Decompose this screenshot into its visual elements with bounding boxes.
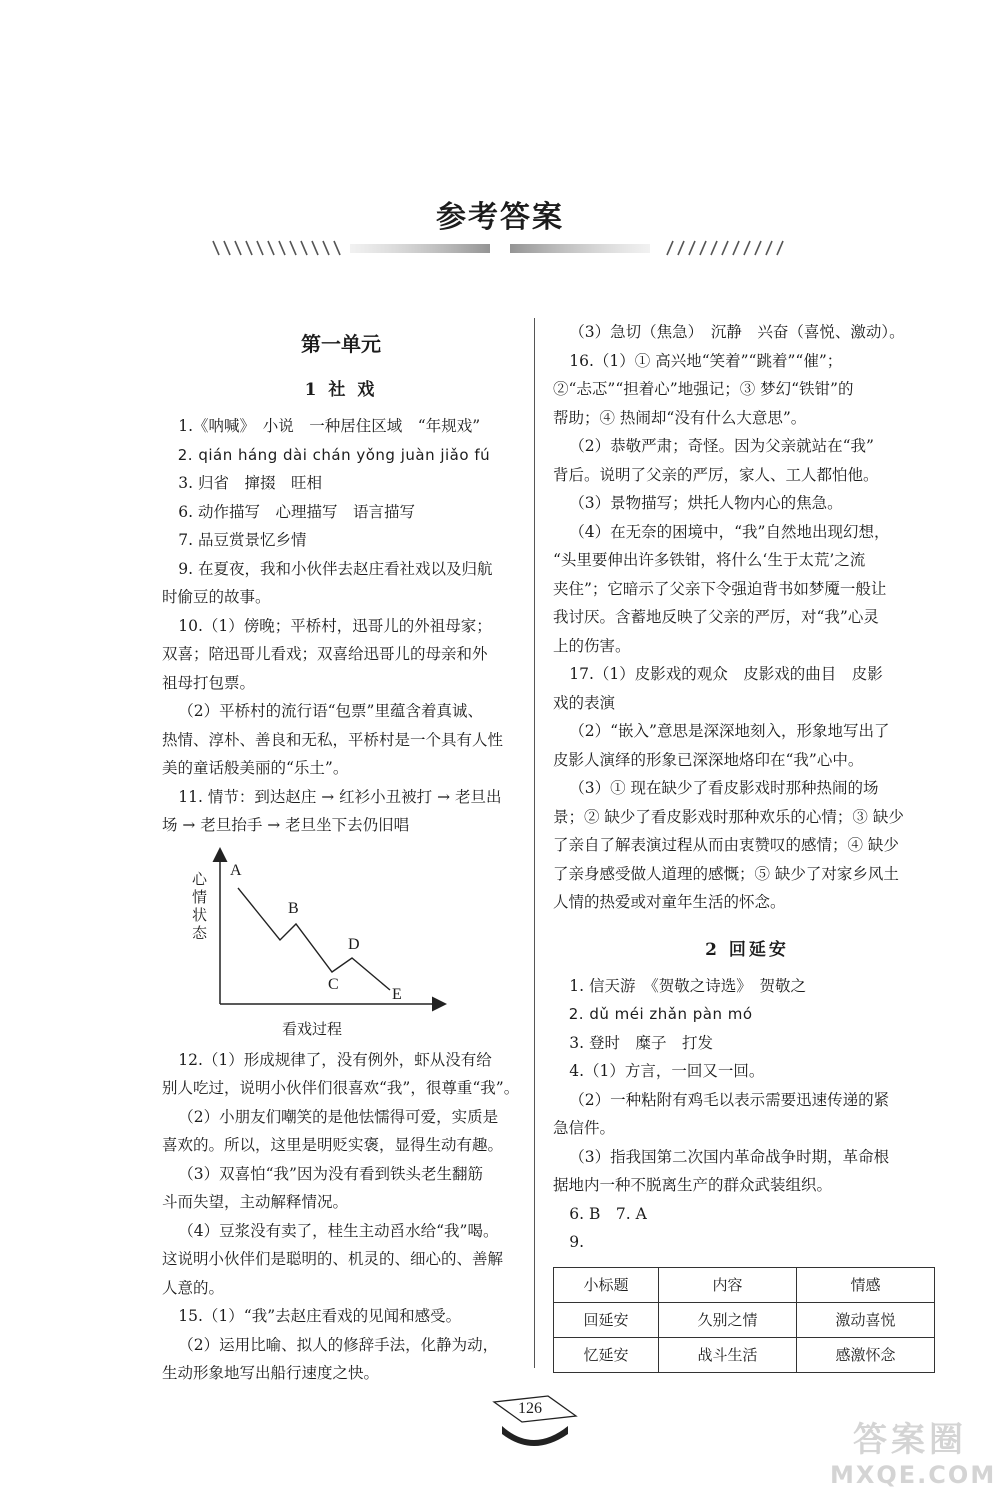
lesson-title: 1 社 戏 (304, 380, 378, 400)
answer-line: 了亲自了解表演过程从而由衷赞叹的感情；④ 缺少 (553, 836, 899, 854)
graph-x-label: 看戏过程 (282, 1019, 343, 1038)
table-row (554, 1337, 935, 1372)
answer-line: 9. (569, 1233, 585, 1251)
answer-line: （4）豆浆没有卖了，桂生主动舀水给“我”喝。 (178, 1221, 499, 1240)
watermark (830, 1412, 997, 1489)
answer-line: 场 → 老旦抬手 → 老旦坐下去仍旧唱 (162, 816, 410, 834)
answer-line: （4）在无奈的困境中，“我”自然地出现幻想， (569, 522, 890, 541)
mood-graph (192, 842, 492, 1042)
unit-title: 第一单元 (301, 332, 381, 356)
graph-point-c: C (328, 975, 339, 993)
table-row (554, 1302, 935, 1337)
answer-line: 祖母打包票。 (162, 673, 256, 692)
table-cell: 激动喜悦 (797, 1302, 935, 1337)
answer-line: 皮影人演绎的形象已深深地烙印在“我”心中。 (553, 750, 864, 769)
answer-line: 人意的。 (162, 1278, 225, 1297)
answer-line: （3）景物描写；烘托人物内心的焦急。 (569, 494, 843, 512)
answer-line: （2）小朋友们嘲笑的是他怯懦得可爱，实质是 (178, 1107, 499, 1126)
graph-y-label: 心情状态 (192, 869, 208, 942)
answer-line: 6. B 7. A (569, 1204, 647, 1223)
answer-lines (162, 1046, 520, 1388)
answer-line: （2）“嵌入”意思是深深地刻入，形象地写出了 (569, 722, 890, 740)
answer-line: 上的伤害。 (553, 636, 631, 655)
answer-line: 美的童话般美丽的“乐土”。 (162, 759, 349, 777)
answer-line: 急信件。 (553, 1119, 616, 1137)
answer-line: 11. 情节：到达赵庄 → 红衫小丑被打 → 老旦出 (178, 787, 502, 806)
graph-mood-line (238, 888, 390, 990)
answer-line: 7. 品豆赏景忆乡情 (178, 531, 307, 549)
answer-line: 景；② 缺少了看皮影戏时那种欢乐的心情；③ 缺少 (553, 807, 904, 826)
page-number: 126 (518, 1400, 542, 1417)
answer-line: 1.《呐喊》 小说 一种居住区域 “年规戏” (178, 417, 481, 435)
answer-line: 帮助；④ 热闹却“没有什么大意思”。 (553, 408, 807, 427)
answer-line: 了亲身感受做人道理的感慨；⑤ 缺少了对家乡风土 (553, 864, 899, 883)
answer-line: 斗而失望，主动解释情况。 (162, 1193, 349, 1211)
right-column (553, 318, 941, 1373)
answer-lines (162, 412, 520, 840)
answer-line: 人情的热爱或对童年生活的怀念。 (553, 893, 786, 911)
graph-point-b: B (288, 899, 299, 917)
watermark-logo: 答案圈 (853, 1420, 967, 1460)
answer-line: 2. dǔ méi zhǎn pàn mó (568, 1005, 753, 1023)
answer-line: “头里要伸出许多铁钳，将什么‘生于太荒’之流 (553, 551, 866, 569)
answer-table (553, 1267, 935, 1373)
page-title: 参考答案 (436, 200, 564, 235)
answer-line: 喜欢的。所以，这里是明贬实褒，显得生动有趣。 (162, 1136, 504, 1154)
answer-line: （3）双喜怕“我”因为没有看到铁头老生翻筋 (178, 1164, 483, 1183)
graph-point-a: A (230, 861, 242, 879)
table-cell: 久别之情 (659, 1302, 797, 1337)
answer-line: 6. 动作描写 心理描写 语言描写 (178, 502, 415, 521)
answer-line: （3）急切（焦急） 沉静 兴奋（喜悦、激动）。 (569, 323, 905, 341)
answer-line: 夹住”；它暗示了父亲下令强迫背书如梦魇一般让 (553, 579, 887, 598)
answer-line: 背后。说明了父亲的严厉，家人、工人都怕他。 (553, 465, 879, 484)
table-cell: 感激怀念 (797, 1337, 935, 1372)
watermark-domain: MXQE.COM (830, 1461, 997, 1489)
answer-line: 2. qián háng dài chán yǒng juàn jiǎo fú (177, 445, 491, 464)
lesson-title: 2 回延安 (705, 939, 789, 960)
table-cell: 战斗生活 (659, 1337, 797, 1372)
answer-line: （2）平桥村的流行语“包票”里蕴含着真诚、 (178, 702, 483, 720)
answer-line: 戏的表演 (553, 693, 616, 712)
answer-line: 15.（1）“我”去赵庄看戏的见闻和感受。 (178, 1307, 462, 1325)
answer-line: 3. 归省 撺掇 旺相 (178, 474, 322, 492)
answer-line: 16.（1）① 高兴地“笑着”“跳着”“催”； (569, 351, 843, 370)
answer-line: 9. 在夏夜，我和小伙伴去赵庄看社戏以及归航 (178, 559, 493, 578)
answer-line: 别人吃过，说明小伙伴们很喜欢“我”，很尊重“我”。 (162, 1079, 520, 1097)
table-header-cell: 情感 (797, 1267, 935, 1302)
answer-line: （3）① 现在缺少了看皮影戏时那种热闹的场 (569, 779, 879, 797)
answer-line: 时偷豆的故事。 (162, 588, 271, 606)
answer-line: 10.（1）傍晚；平桥村，迅哥儿的外祖母家； (178, 616, 492, 635)
answer-line: （3）指我国第二次国内革命战争时期，革命根 (569, 1147, 890, 1166)
answer-line: 热情、淳朴、善良和无私，平桥村是一个具有人性 (162, 730, 504, 749)
answer-line: 3. 登时 糜子 打发 (569, 1033, 713, 1052)
column-divider (534, 318, 535, 1368)
table-header-cell: 内容 (659, 1267, 797, 1302)
answer-line: 1. 信天游 《贺敬之诗选》 贺敬之 (569, 976, 806, 995)
answer-line: 4.（1）方言，一回又一回。 (569, 1062, 765, 1080)
title-decoration (205, 236, 795, 260)
graph-point-d: D (348, 935, 360, 953)
answer-line: （2）一种粘附有鸡毛以表示需要迅速传递的紧 (569, 1090, 890, 1109)
answer-line: （2）运用比喻、拟人的修辞手法，化静为动， (178, 1335, 499, 1354)
answer-lines (553, 318, 941, 917)
answer-line: 这说明小伙伴们是聪明的、机灵的、细心的、善解 (162, 1250, 504, 1268)
answer-line: 我讨厌。含蓄地反映了父亲的严厉，对“我”心灵 (553, 608, 879, 626)
answer-line: 生动形象地写出船行速度之快。 (162, 1364, 380, 1382)
table-header-cell: 小标题 (554, 1267, 659, 1302)
answer-line: ②“忐忑”“担着心”地强记；③ 梦幻“铁钳”的 (553, 380, 854, 398)
table-cell: 忆延安 (554, 1337, 659, 1372)
answer-line: 双喜；陪迅哥儿看戏；双喜给迅哥儿的母亲和外 (162, 645, 488, 663)
answer-line: （2）恭敬严肃；奇怪。因为父亲就站在“我” (569, 437, 874, 455)
answer-line: 17.（1）皮影戏的观众 皮影戏的曲目 皮影 (569, 665, 883, 683)
table-header-row (554, 1267, 935, 1302)
graph-point-e: E (392, 985, 402, 1003)
answer-line: 12.（1）形成规律了，没有例外，虾从没有给 (178, 1050, 492, 1069)
answer-line: 据地内一种不脱离生产的群众武装组织。 (553, 1176, 833, 1194)
table-cell: 回延安 (554, 1302, 659, 1337)
answer-lines (553, 972, 941, 1257)
left-column (162, 318, 520, 1388)
